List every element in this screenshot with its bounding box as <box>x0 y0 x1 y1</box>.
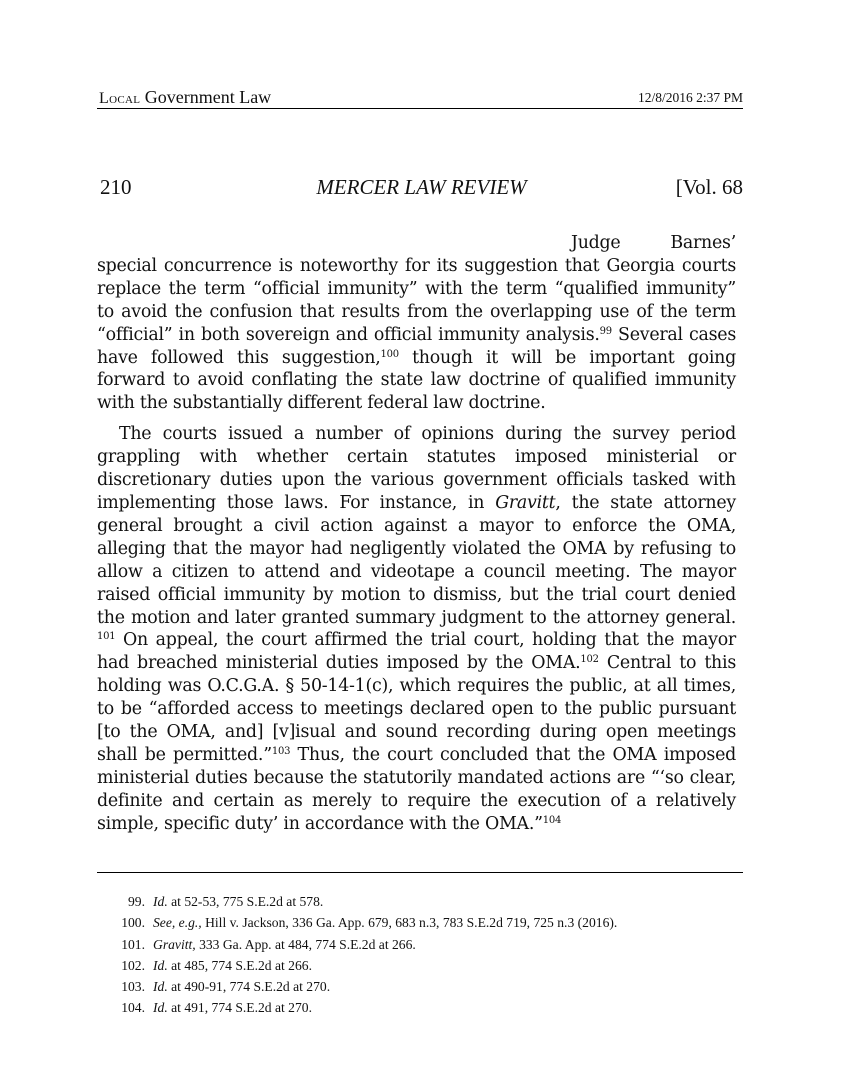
footnote-divider <box>97 872 743 873</box>
footnote-ref-101: 101 <box>97 631 116 643</box>
p2-text-a: The courts issued a number of opinions during the survey period grappling with whether certain statutes imposed ministerial or discretionary duties upon the various government officials tasked with implementing those laws. For instance, in <box>97 424 736 513</box>
footnote-signal: Id. <box>153 957 168 973</box>
running-header <box>97 84 743 109</box>
footnote-number: 104. <box>121 1000 145 1016</box>
p2-text-d: Central to this holding was O.C.G.A. § 50-14-1(c), which requires the public, at all times, to be “afforded access to meetings declared open to the public pursuant [to the OMA, and] [v]isual and sound recording during open meetings shall be permitted.” <box>97 653 736 765</box>
footnote-ref-100: 100 <box>380 348 399 360</box>
footnote-103 <box>97 976 757 997</box>
footnote-text: at 52-53, 775 S.E.2d at 578. <box>167 894 324 909</box>
case-name-gravitt: Gravitt <box>495 492 556 513</box>
p1-text-a: Judge Barnes’ special concurrence is noteworthy for its suggestion that Georgia courts replace the term “official immunity” with the term “qualified immunity” to avoid the confusion that results from the overlapping use of the term “official” in both sovereign and official immunity analysis. <box>97 233 736 345</box>
footnote-signal: Id. <box>153 894 168 909</box>
paragraph-1 <box>97 232 736 415</box>
journal-title: MERCER LAW REVIEW <box>316 175 527 199</box>
footnote-ref-102: 102 <box>580 654 599 666</box>
footnote-102 <box>97 955 757 976</box>
footnote-text: at 491, 774 S.E.2d at 270. <box>167 1000 312 1016</box>
p2-text-b: , the state attorney general brought a civil action against a mayor to enforce the OMA, alleging that the mayor had negligently violated the OMA by refusing to allow a citizen to attend and videotape a council meeting. The mayor raised official immunity by motion to dismiss, but the trial court denied the motion and later granted summary judgment to the attorney general. <box>97 492 736 628</box>
footnote-signal: Id. <box>153 979 168 995</box>
page-number: 210 <box>100 175 132 199</box>
footnote-104 <box>97 997 757 1018</box>
footnote-100 <box>97 912 757 933</box>
footnote-signal: Id. <box>153 1000 168 1016</box>
body-text <box>97 232 736 836</box>
footnotes <box>97 891 757 1019</box>
running-header-timestamp: 12/8/2016 2:37 PM <box>637 90 743 105</box>
paragraph-2 <box>97 423 736 835</box>
footnote-ref-103: 103 <box>271 745 291 757</box>
p2-text-c: On appeal, the court affirmed the trial court, holding that the mayor had breached ministerial duties imposed by the OMA. <box>97 630 736 674</box>
footnote-text: 333 Ga. App. at 484, 774 S.E.2d at 266. <box>195 936 416 952</box>
p1-text-b: Several cases have followed this suggestion, <box>97 324 736 368</box>
p2-text-e: Thus, the court concluded that the OMA imposed ministerial duties because the statutorily mandated actions are “‘so clear, definite and certain as merely to require the execution of a relatively simple, specific duty’ in accordance with the OMA.” <box>97 744 736 834</box>
footnote-ref-99: 99 <box>599 325 612 337</box>
footnote-signal: Gravitt, <box>153 936 196 952</box>
p1-text-c: though it will be important going forward to avoid conflating the state law doctrine of qualified immunity with the substantially different federal law doctrine. <box>97 347 736 414</box>
footnote-99 <box>97 891 757 912</box>
running-header-title <box>99 87 271 108</box>
footnote-signal: See, e.g., <box>153 915 202 931</box>
running-header-smallcaps: Local <box>99 90 141 107</box>
running-header-title-rest: Government Law <box>140 87 272 107</box>
footnote-101 <box>97 934 757 955</box>
footnote-text: Hill v. Jackson, 336 Ga. App. 679, 683 n.3, 783 S.E.2d 719, 725 n.3 (2016). <box>201 915 618 931</box>
footnote-text: at 485, 774 S.E.2d at 266. <box>167 957 312 973</box>
footnote-number: 103. <box>121 979 145 995</box>
page-header <box>100 175 743 205</box>
footnote-number: 101. <box>121 936 145 952</box>
volume-label: [Vol. 68 <box>675 175 743 199</box>
footnote-number: 99. <box>128 894 145 909</box>
footnote-number: 100. <box>121 915 145 931</box>
footnote-text: at 490-91, 774 S.E.2d at 270. <box>167 979 331 995</box>
footnote-ref-104: 104 <box>542 814 562 826</box>
footnote-number: 102. <box>121 957 145 973</box>
